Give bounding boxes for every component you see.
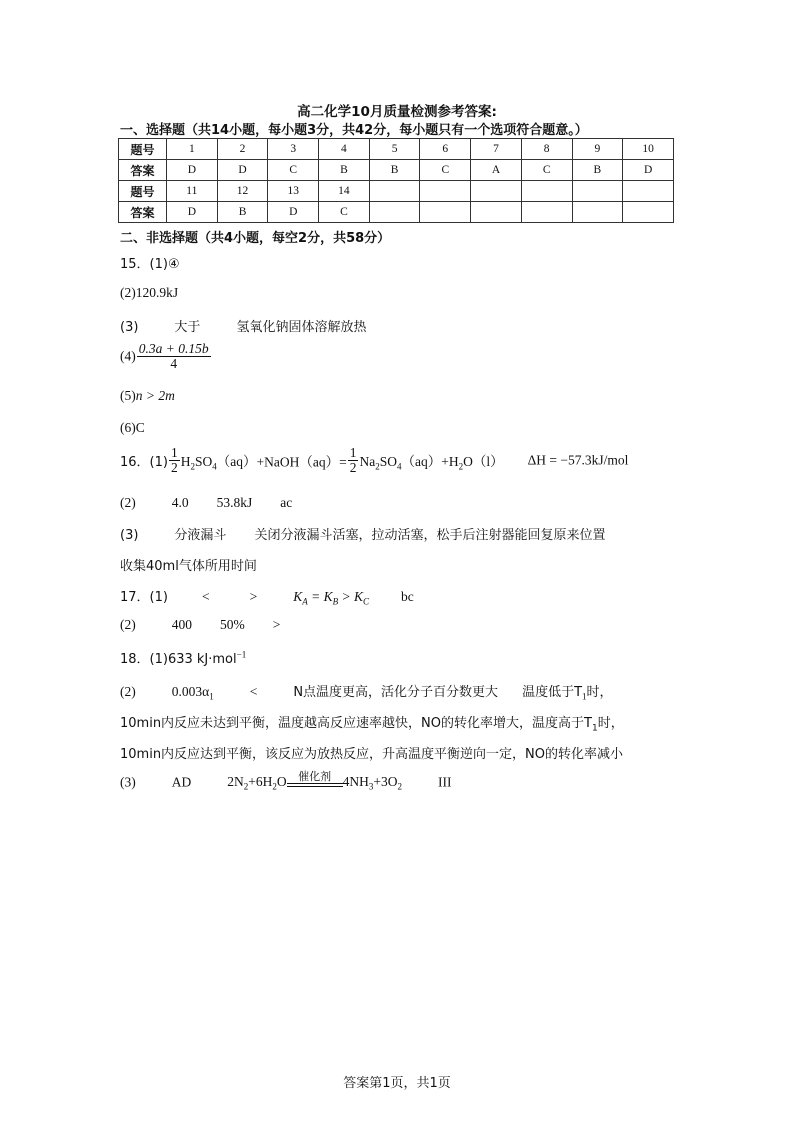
q16-part3-label: (3) [120,528,139,543]
q18-part2-answer-a: 0.003α [171,684,210,699]
answer-cell: D [623,160,674,181]
q18-part3 [120,771,452,792]
fraction-numerator: 1 [170,445,178,460]
q15-part2: (2)120.9kJ [120,285,179,300]
answer-cell: D [167,160,218,181]
temperature-subscript: 1 [582,691,587,702]
row-header: 答案 [119,202,167,223]
q15-part1: 15．(1)④ [120,257,180,272]
question-number-cell: 10 [623,139,674,160]
table-row [119,139,674,160]
q17-part1-answer-c: bc [401,589,414,604]
page-footer: 答案第1页，共1页 [343,1076,451,1091]
fraction-denominator: 4 [170,356,178,371]
row-header: 题号 [119,139,167,160]
q16-part1-label: 16．(1) [120,455,168,470]
temperature-subscript: 1 [591,723,598,734]
q17-part1-answer-a: < [201,589,210,604]
answer-cell: C [319,202,370,223]
q18-part2-line3: 10min内反应达到平衡，该反应为放热反应，升高温度平衡逆向一定，NO的转化率减小 [120,747,624,762]
reaction-reactants: $2N_2+6H_2O$ [227,774,287,792]
q16-part1 [120,446,628,475]
q15-part5 [120,388,175,404]
question-number-cell [572,181,623,202]
alpha-subscript: 1 [209,691,214,702]
reaction-products: $4NH_3+3O_2$ [342,774,402,792]
q17-part2-answer-b: 50% [220,617,245,632]
question-number-cell: 2 [217,139,268,160]
question-number-cell: 11 [167,181,218,202]
question-number-cell: 14 [319,181,370,202]
question-number-cell [471,181,522,202]
page-title: 高二化学10月质量检测参考答案: [297,104,497,120]
question-number-cell: 7 [471,139,522,160]
answer-cell: B [369,160,420,181]
row-header: 答案 [119,160,167,181]
q16-part3-continued: 收集40ml气体所用时间 [120,559,257,574]
question-number-cell: 8 [521,139,572,160]
catalyst-label: 催化剂 [298,770,332,783]
answer-cell [471,202,522,223]
equals-arrow [287,783,343,787]
q17-part1-label: 17．(1) [120,590,168,605]
q17-part1-answer-b: > [249,589,258,604]
q18-part3-label: (3) [120,774,136,790]
q16-part2-answer-a: 4.0 [171,495,189,510]
answer-cell [420,202,471,223]
answer-cell: C [268,160,319,181]
q15-part6: (6)C [120,420,145,435]
answer-cell: B [572,160,623,181]
answer-cell: A [471,160,522,181]
q15-part3 [120,316,366,335]
formula-text: H [180,453,191,469]
h2so4-formula: $H_2SO_4(aq)$ [180,453,257,472]
q18-part2-answer-d: 温度低于T [522,685,583,700]
q17-part2-answer-c: > [272,617,281,632]
q18-part3-answer-c: III [438,774,452,790]
q15-part5-label: (5) [120,388,136,403]
fraction-denominator: 2 [170,460,178,475]
q15-part4-label: (4) [120,348,136,364]
q15-part3-label: (3) [120,320,139,335]
coefficient-fraction [348,446,359,475]
question-number-cell [521,181,572,202]
q18-part2-answer-c: N点温度更高，活化分子百分数更大 [293,685,499,700]
question-number-cell: 5 [369,139,420,160]
answer-cell: B [319,160,370,181]
q18-part2-line2 [120,712,624,734]
equation-middle: +NaOH（aq）= [256,454,347,470]
question-number-cell [623,181,674,202]
answer-cell: C [420,160,471,181]
q17-part2 [120,617,280,633]
q15-part4-fraction [137,342,211,371]
table-row [119,160,674,181]
q16-part2-answer-c: ac [280,495,293,510]
q18-part2-label: (2) [120,684,136,699]
q16-part3-answer-b: 关闭分液漏斗活塞，拉动活塞，松手后注射器能回复原来位置 [254,528,606,543]
question-number-cell [369,181,420,202]
catalyst-arrow [287,771,343,792]
q18-part1 [120,648,246,667]
answer-cell: D [167,202,218,223]
unit-exponent: −1 [236,649,247,660]
answer-cell: B [217,202,268,223]
q15-part5-answer: n > 2m [135,388,175,403]
q17-part1 [120,586,414,607]
formula-text: +H [441,453,459,469]
section-heading-choice: 一、选择题（共14小题，每小题3分，共42分，每小题只有一个选项符合题意。） [120,123,588,138]
q18-part2 [120,681,613,702]
answer-cell [521,202,572,223]
question-number-cell: 6 [420,139,471,160]
fraction-denominator: 2 [349,460,357,475]
q18-part2-answer-d-end: 时， [586,685,613,700]
equilibrium-constant-relation: $K_A = K_B > K_C$ [293,589,369,607]
question-number-cell: 9 [572,139,623,160]
fraction-numerator: 1 [349,445,357,460]
q15-part3-answer-a: 大于 [174,320,201,335]
q18-part2-line2-end: 时， [597,716,624,731]
question-number-cell: 12 [217,181,268,202]
q16-part3 [120,524,605,543]
q18-part3-answer-a: AD [171,774,192,790]
q15-part4 [120,342,212,371]
na2so4-formula: $Na_2SO_4(aq)$ [359,453,442,472]
q18-part2-line2-text: 10min内反应未达到平衡，温度越高反应速率越快，NO的转化率增大，温度高于T [120,716,592,731]
coefficient-fraction [169,446,180,475]
q18-part2-answer-b: < [249,684,258,699]
question-number-cell: 4 [319,139,370,160]
answer-cell [369,202,420,223]
question-number-cell: 3 [268,139,319,160]
q16-part2-answer-b: 53.8kJ [216,495,253,510]
q17-part2-answer-a: 400 [171,617,192,632]
q17-part2-label: (2) [120,617,136,632]
question-number-cell: 13 [268,181,319,202]
q15-part3-answer-b: 氢氧化钠固体溶解放热 [236,320,367,335]
answer-table [118,138,674,223]
section-heading-nonchoice: 二、非选择题（共4小题，每空2分，共58分） [120,231,391,246]
answer-cell: D [217,160,268,181]
answer-cell [623,202,674,223]
answer-cell: D [268,202,319,223]
enthalpy-change: ΔH = −57.3kJ/mol [527,452,629,468]
q16-part2-label: (2) [120,495,136,510]
q16-part2 [120,495,292,511]
question-number-cell [420,181,471,202]
question-number-cell: 1 [167,139,218,160]
table-row [119,181,674,202]
q16-part3-answer-a: 分液漏斗 [174,528,227,543]
answer-cell [572,202,623,223]
q18-part1-answer: 18．(1)633 kJ·mol [120,652,237,667]
answer-cell: C [521,160,572,181]
row-header: 题号 [119,181,167,202]
fraction-numerator: 0.3a + 0.15b [138,341,209,356]
table-row [119,202,674,223]
water-formula: $+H_2O(l)$ [441,453,504,472]
